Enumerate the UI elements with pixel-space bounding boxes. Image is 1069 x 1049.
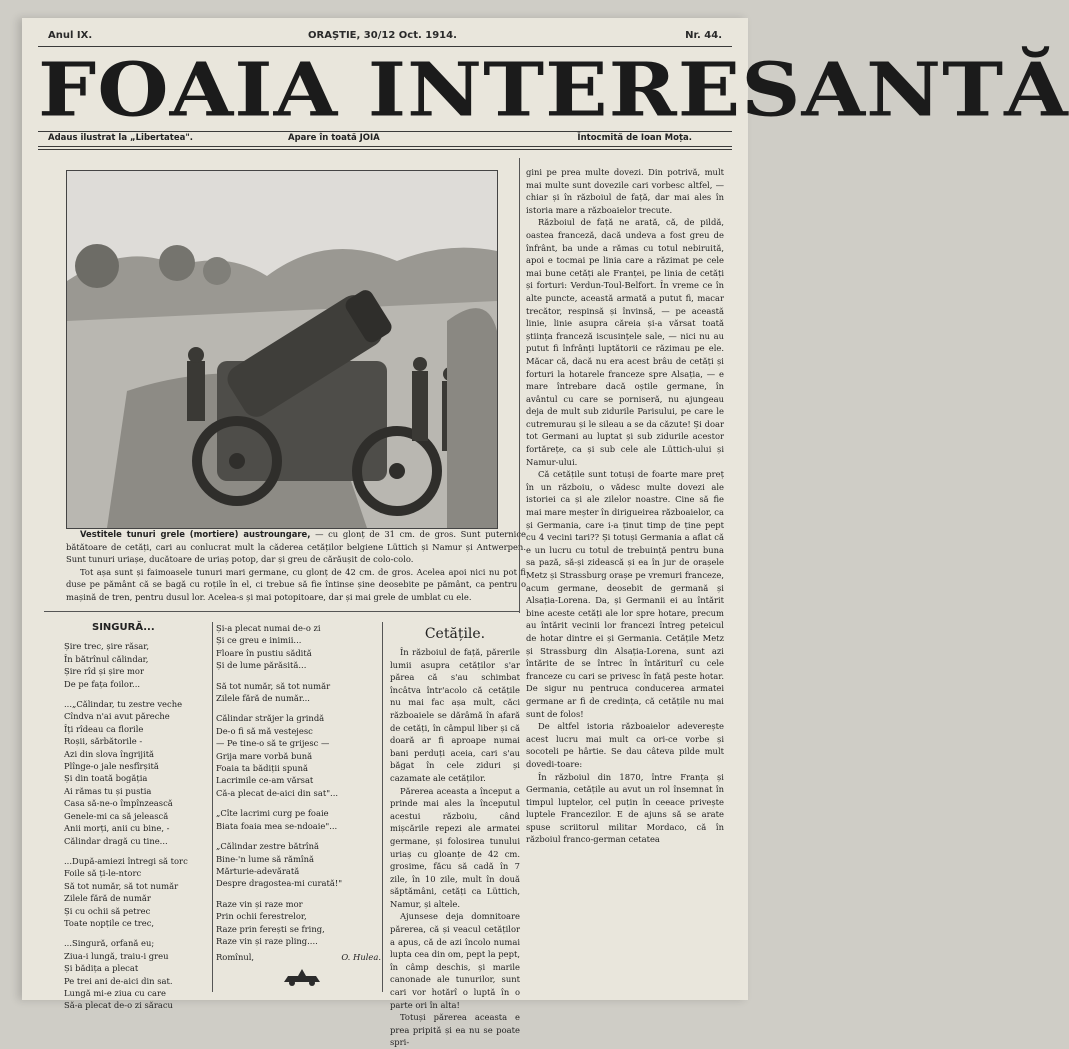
right-paragraph: De altfel istoria războaielor adeverește acest lucru mai mult ca ori-ce vorbe și socoteli pe hârtie. Se dau câteva pilde mult dovedi-toare:: [526, 721, 724, 769]
poem-line: Bine-'n lume să rămînă: [216, 853, 314, 864]
caption-text-2: Tot așa sunt și faimoasele tunuri mari germane, cu glonț de 42 cm. de gros. Acelea apoi nici nu pot fi duse pe pământ că se bagă cu roțile în el, ci trebue să fie întinse șine deosebite pe pământ, ca pentru o mașină de tren, pentru dusul lor. Acelea-s și mai potopitoare, dar și mai grele de umblat cu ele.: [66, 566, 526, 602]
poem-line: Că-a plecat de-aici din sat"...: [216, 787, 339, 798]
poem-line: „Cîte lacrimi curg pe foaie: [216, 808, 329, 819]
poem-line: Lacrimile ce-am vărsat: [216, 775, 314, 786]
masthead-rule: [38, 131, 732, 132]
poem-line: Plînge-o jale nesfîrșită: [64, 761, 159, 772]
poem-line: Foaia ta bădiții spună: [216, 763, 308, 774]
cetatile-paragraph: Părerea aceasta a început a prinde mai ales la începutul acestui războiu, când mișcările repezi ale armatei germane, și folosirea tunului uriaș cu gloanțe de 42 cm. grosime, făcu să cadă în 7 zile, în 10 zile, mult în două săptămâni, cetăți ca Lüttich, Namur, și altele.: [390, 785, 520, 909]
poem-line: Ziua-i lungă, traiu-i greu: [64, 950, 169, 961]
cetatile-column: [390, 646, 520, 1049]
poem-line: Raze vin și raze pling....: [216, 935, 318, 946]
poem-line: Zilele fără de număr...: [216, 693, 310, 704]
place-date: ORAȘTIE, 30/12 Oct. 1914.: [308, 30, 457, 41]
poem-line: ...După-amiezi întregi să torc: [64, 855, 188, 866]
poem-line: ...„Călindar, tu zestre veche: [64, 699, 183, 710]
section-rule: [44, 611, 520, 612]
poem-line: Biata foaia mea se-ndoaie"...: [216, 820, 338, 831]
poem-line: — Pe tine-o să te grijesc —: [216, 738, 330, 749]
poem-singura: [64, 622, 214, 1012]
poem-line: Și de lume părăsită...: [216, 660, 307, 671]
cetatile-paragraph: Ajunsese deja domnitoare părerea, că și veacul cetăților a apus, că de azi încolo numai lupta cea din om, pept la pept, în câmp deschis, și marile canonade ale tunurilor, sunt cari vor hotărî o luptă în o parte ori în alta!: [390, 911, 520, 1010]
sub-line: [48, 133, 722, 147]
poem-line: „Călindar zestre bătrînă: [216, 841, 319, 852]
newspaper-page: [22, 18, 1069, 1048]
poem-line: Ai rămas tu și pustia: [64, 785, 152, 796]
right-paragraph: Că cetățile sunt totuși de foarte mare preț în un războiu, o vădesc multe dovezi ale istoriei ca și ale zilelor noastre. Cine să fie mai mare meșter în dirigueirea războaielor, ca și Germania, care i-a ținut timp de ține pept cu 4 vecini tari?? Și totuși Germania a aflat că e un lucru cu totul de trebuință pentru buna sa pază, să-și zidească și ea în jur de orașele Metz și Strassburg orașe pe vremuri franceze, acum germane, deosebit de germană și Alsația-Lorena. Da, și Germanii ei au întărit bine aceste cetăți ale lor spre hotare, precum au întărit vecinii lor francezi întreg peteicul de hotar dintre ei și Germania. Cetățile Metz și Strassburg din Alsația-Lorena, sunt azi întărite de se întrec în întăriturî cu cele franceze cu cari se privesc în față peste hotar. De sigur nu pentruca conducerea armatei germane ar fi de credința, că cetățile nu mai sunt de folos!: [526, 469, 724, 719]
poem-line: Și ce greu e inimii...: [216, 635, 302, 646]
caption-lead: Vestitele tunuri grele (mortiere) austroungare,: [80, 529, 311, 539]
masthead-title: FOAIA INTERESANTĂ: [38, 47, 1069, 134]
poem-line: Călindar dragă cu tine...: [64, 835, 168, 846]
poem-line: Să tot număr, să tot număr: [216, 680, 331, 691]
cetatile-paragraph: Totuși părerea aceasta e prea pripită și ea nu se poate spri-: [390, 1012, 520, 1048]
right-paragraph: Războiul de față ne arată, că, de pildă, oastea franceză, dacă undeva a fost greu de înfrânt, ba unde a rămas cu totul nebiruită, apoi e tocmai pe linia care a răzimat pe cele mai bune cetăți ale Franței, pe linia de cetăți și forturi: Verdun-Toul-Belfort. În vreme ce în alte puncte, această armată a putut fi, macar trecător, respinsă și învinsă, — pe această linie, linie asupra căreia și-a vărsat toată știința franceză iscusințele sale, — nici nu au putut fi înfrânți luptătorii ce răzimau pe ele. Măcar că, dacă nu era acest brâu de cetăți și forturi la hotarele franceze spre Alsația, — e mare întrebare dacă oștile germane, în avântul cu care se porniseră, nu ajungeau deja de mult sub zidurile Parisului, pe care le cutremurau și le sileau a se da căzute! Și doar tot Germani au luptat și sub zidurile acestor fortărețe, ca și sub cele ale Lüttich-ului și Namur-ului.: [526, 217, 724, 467]
sub-rule-2: [38, 149, 732, 150]
poem-continuation: [216, 622, 376, 947]
poem-line: Genele-mi ca să jelească: [64, 810, 169, 821]
poem-line: Foile să ți-le-ntorc: [64, 868, 142, 879]
caption-text-1: — cu glonț de 31 cm. de gros. Sunt puternice bătătoare de cetăți, cari au conlucrat mult la căderea cetăților belgiene Lüttich și Namur și Antwerpen. Sunt tunuri uriașe, ducătoare de uriaș potop, dar și greu de cărăușit de colo-colo.: [66, 529, 526, 564]
poem-line: Prin ochii ferestrelor,: [216, 911, 307, 922]
issue-number: Nr. 44.: [685, 30, 722, 41]
poem-line: Și-a plecat numai de-o zi: [216, 623, 321, 633]
right-paragraph: gini pe prea multe dovezi. Din potrivă, mult mai multe sunt dovezile cari vorbesc altfel, — chiar și în războiul de față, dar mai ales în istoria mare a războaielor trecute.: [526, 167, 724, 215]
poem-line: În bătrînul călindar,: [64, 653, 149, 664]
right-column-text: [526, 166, 724, 846]
right-column-divider: [519, 158, 520, 613]
photo-caption: [66, 528, 526, 603]
ornament-icon: [280, 964, 324, 986]
poem-line: Să tot număr, să tot număr: [64, 880, 179, 891]
poem-line: Și din toată bogăția: [64, 773, 148, 784]
poem-line: Și bădița a plecat: [64, 963, 139, 974]
poem-line: Șire trec, șire răsar,: [64, 641, 150, 652]
poem-line: Anii morți, anii cu bine, -: [64, 823, 170, 834]
sub-rule: [38, 146, 732, 147]
poem-line: Cîndva n'ai avut păreche: [64, 711, 170, 722]
signature-right: O. Hulea.: [341, 952, 381, 962]
poem-line: Călindar străjer la grindă: [216, 713, 325, 724]
year-label: Anul IX.: [48, 30, 93, 41]
poem-line: Zilele fără de număr: [64, 893, 151, 904]
poem-line: Îți rîdeau ca florile: [64, 723, 144, 734]
cetatile-title: Cetățile.: [424, 626, 486, 642]
poem-line: ...Singură, orfană eu;: [64, 938, 155, 949]
poem-line: De-o fi să mă vestejesc: [216, 725, 313, 736]
poem-line: Pe trei ani de-aici din sat.: [64, 975, 173, 986]
poem-line: Floare în pustiu sădită: [216, 647, 312, 658]
poem-line: Despre dragostea-mi curată!": [216, 878, 343, 889]
poem-line: Raze vin și raze mor: [216, 898, 303, 909]
poem-line: Mărturie-adevărată: [216, 865, 300, 876]
cetatile-divider: [382, 622, 383, 992]
poem-line: Șire rîd și șire mor: [64, 666, 144, 677]
right-paragraph: În războiul din 1870, între Franța și Germania, cetățile au avut un rol însemnat în timpul luptelor, cel puțin în ceeace privește luptele Francezilor. E de ajuns să se arate spuse scriitorul militar Mordaco, că în războiul franco-german cetatea: [526, 771, 724, 845]
signature-left: Romînul,: [216, 952, 255, 962]
poem-line: Să-a plecat de-o zi săracu: [64, 1000, 173, 1011]
poem-line: Lungă mi-e ziua cu care: [64, 987, 166, 998]
poem-title: SINGURĂ...: [92, 622, 155, 633]
schedule-label: Apare în toată JOIA: [288, 133, 380, 143]
poem-line: Și cu ochii să petrec: [64, 905, 151, 916]
poem-divider: [212, 622, 213, 992]
top-line: [48, 30, 722, 46]
poem-line: Azi din slova îngrijită: [64, 748, 155, 759]
poem-line: Raze prin ferești se fring,: [216, 923, 325, 934]
editor-label: Întocmită de Ioan Moța.: [577, 133, 692, 143]
poem-line: Roșii, sărbătorile -: [64, 736, 143, 747]
poem-line: Casa să-ne-o împînzească: [64, 798, 173, 809]
poem-line: Toate nopțile ce trec,: [64, 917, 155, 928]
poem-line: Grija mare vorbă bună: [216, 750, 313, 761]
cetatile-paragraph: În războiul de față, părerile lumii asupra cetăților s'ar părea că s'au schimbat încâtva într'acolo că cetățile nu mai fac așa mult, căci războaiele se dărâmă în afară de cetăți, în câmpul liber și că doară ar fi aproape numai bani perduți aceia, cari s'au băgat în cele ziduri și cazamate ale cetăților.: [390, 647, 520, 783]
mortar-illustration: [67, 171, 497, 528]
mortar-photo: [66, 170, 498, 529]
supplement-label: Adaus ilustrat la „Libertatea".: [48, 133, 194, 143]
poem-line: De pe fața foilor...: [64, 678, 141, 689]
